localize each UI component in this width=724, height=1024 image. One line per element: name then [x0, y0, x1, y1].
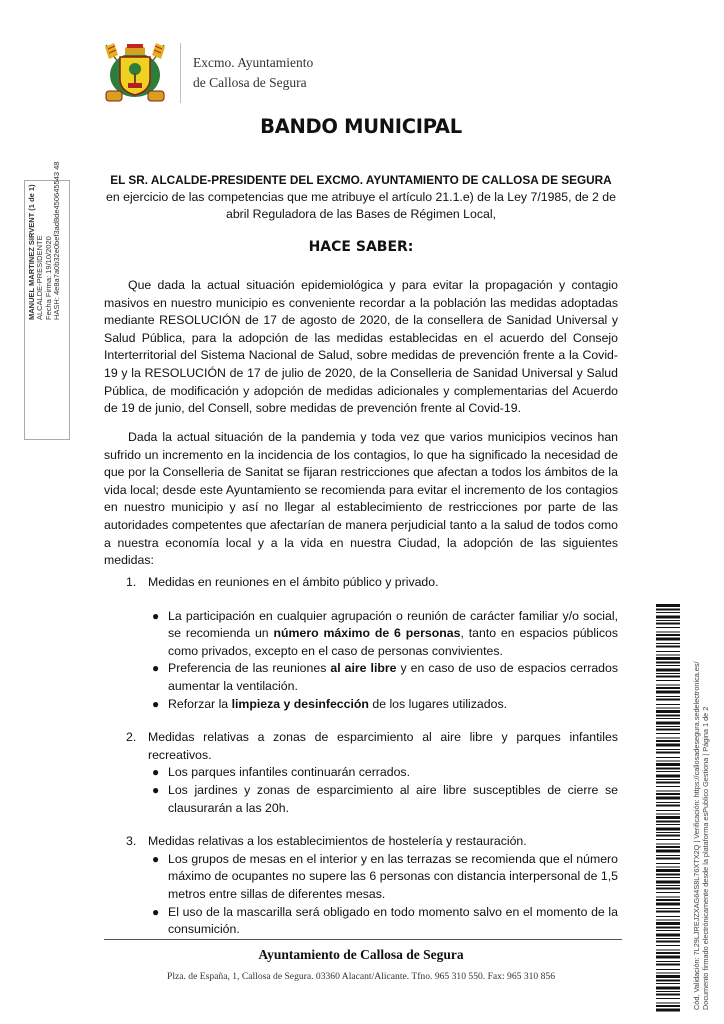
barcode-bar — [656, 657, 680, 660]
barcode-bar — [656, 620, 680, 621]
footer-divider — [104, 939, 622, 940]
barcode-bar — [656, 874, 680, 876]
verification-code: Cód. Validación: 7L29LJREJZXAG64S8L76XTX2Q | Verificación: https://callosadesegura.sedelectronica.es/ — [692, 661, 701, 1010]
barcode-bar — [656, 916, 680, 917]
measure-bullets — [104, 764, 618, 817]
bullet-icon: ● — [152, 782, 160, 797]
barcode-bar — [656, 768, 680, 770]
barcode-bar — [656, 691, 680, 694]
barcode-bar — [656, 786, 680, 787]
barcode-bar — [656, 839, 680, 840]
barcode-bar — [656, 680, 680, 681]
barcode-bar — [656, 651, 680, 652]
barcode-bar — [656, 718, 680, 719]
barcode-bar — [656, 952, 680, 954]
barcode-bar — [656, 867, 680, 868]
barcode-bar — [656, 934, 680, 937]
organization-name — [193, 53, 313, 93]
barcode-bar — [656, 832, 680, 833]
measure-item — [104, 729, 618, 764]
bullet-text: La participación en cualquier agrupación o reunión de carácter familiar y/o social, se recomienda un — [168, 608, 618, 641]
barcode-bar — [656, 938, 680, 939]
barcode-bar — [656, 726, 680, 727]
bullet-text: , tanto en espacios públicos como privados, excepto en el caso de personas convivientes. — [168, 626, 618, 658]
barcode-bar — [656, 863, 680, 864]
barcode-bar — [656, 964, 680, 966]
barcode-bar — [656, 722, 680, 725]
barcode-bar — [656, 1003, 680, 1004]
bullet-item — [128, 608, 618, 661]
measure-bullets — [104, 851, 618, 939]
bullet-icon: ● — [152, 765, 160, 780]
barcode-bar — [656, 945, 680, 946]
barcode-bar — [656, 623, 680, 625]
signer-role: ALCALDE-PRESIDENTE — [35, 235, 45, 320]
barcode-bar — [656, 855, 680, 856]
intro-block — [100, 172, 622, 223]
measure-number: 1. — [126, 575, 137, 589]
barcode-bar — [656, 699, 680, 701]
signature-stamp — [28, 70, 62, 320]
barcode-bar — [656, 911, 680, 913]
barcode-bar — [656, 802, 680, 803]
barcode-bar — [656, 1009, 680, 1012]
bullet-bold-text: al aire libre — [330, 661, 397, 676]
bullet-bold-text: limpieza y desinfección — [231, 696, 369, 711]
barcode-bar — [656, 612, 680, 613]
barcode-bar — [656, 609, 680, 611]
measure-title: Medidas relativas a los establecimientos de hostelería y restauración. — [148, 834, 527, 849]
barcode-bar — [656, 969, 680, 970]
barcode-bar — [656, 797, 680, 800]
barcode-bar — [656, 899, 680, 901]
barcode-bar — [656, 816, 680, 819]
barcode-bar — [656, 763, 680, 766]
barcode-bar — [656, 793, 680, 795]
barcode-bar — [656, 869, 680, 872]
barcode-bar — [656, 994, 680, 996]
signature-date: Fecha Firma: 19/10/2020 — [43, 236, 53, 320]
barcode-bar — [656, 1005, 680, 1007]
barcode-bar — [656, 646, 680, 648]
bullet-bold-text: número máximo de 6 personas — [273, 626, 461, 641]
barcode-bar — [656, 927, 680, 929]
intro-heading: EL SR. ALCALDE-PRESIDENTE DEL EXCMO. AYUNTAMIENTO DE CALLOSA DE SEGURA — [110, 173, 612, 187]
bullet-item — [128, 904, 618, 939]
barcode-bar — [656, 685, 680, 686]
barcode-bar — [656, 897, 680, 898]
barcode-bar — [656, 771, 680, 772]
barcode-bar — [656, 676, 680, 678]
barcode-bar — [656, 975, 680, 978]
barcode-bar — [656, 877, 680, 878]
bullet-text: El uso de la mascarilla será obligado en todo momento salvo en el momento de la consumición. — [168, 904, 618, 937]
bullet-icon: ● — [152, 661, 160, 676]
barcode-bar — [656, 708, 680, 709]
bullet-item — [128, 851, 618, 904]
bullet-item — [128, 782, 618, 817]
paragraph-1: Que dada la actual situación epidemiológica y para evitar la propagación y contagio masivos en nuestro municipio es conveniente recordar a la población las medidas adoptadas mediante RESOLUCIÓN de 17 de agosto de 2020, de la consellera de Sanidad Universal y Salud Pública, para la adopción de las medidas establecidas en el acuerdo del Consejo Interterritorial del Sistema Nacional de Salud, sobre medidas de prevención frente a la Covid-19 y la RESOLUCIÓN de 17 de julio de 2020, de la Conselleria de Sanidad Universal y Salud Pública, de modificación y adopción de medidas adicionales y complementarias del Acuerdo de 19 de junio, del Consell, sobre medidas de prevención frente al Covid-19. — [104, 278, 618, 416]
barcode-bar — [656, 669, 680, 672]
barcode-bar — [656, 738, 680, 739]
barcode-bar — [656, 835, 680, 837]
barcode-bar — [656, 998, 680, 999]
barcode-bar — [656, 983, 680, 984]
bullet-icon: ● — [152, 608, 160, 623]
footer-address: Plza. de España, 1, Callosa de Segura. 03360 Alacant/Alicante. Tfno. 965 310 550. Fax: 965 310 856 — [166, 971, 556, 982]
measures-list — [104, 574, 618, 939]
bullet-text: de los lugares utilizados. — [368, 696, 508, 711]
barcode-bar — [656, 922, 680, 925]
barcode-bar — [656, 814, 680, 815]
bullet-text: Reforzar la — [168, 696, 232, 711]
barcode-bar — [656, 961, 680, 962]
barcode-bar — [656, 643, 680, 644]
barcode-bar — [656, 850, 680, 853]
barcode-bar — [656, 950, 680, 951]
barcode-bar — [656, 858, 680, 860]
measure-bullets — [104, 608, 618, 714]
measure-item — [104, 574, 618, 592]
barcode-bar — [656, 673, 680, 674]
barcode-bar — [656, 733, 680, 734]
bullet-item — [128, 764, 618, 782]
barcode-bar — [656, 980, 680, 982]
barcode-bar — [656, 991, 680, 992]
barcode-bar — [656, 740, 680, 742]
letterhead — [100, 38, 313, 108]
barcode-bar — [656, 616, 680, 619]
barcode-bar — [656, 749, 680, 750]
bullet-text: y en caso de uso de espacios cerrados aumentar la ventilación. — [168, 661, 618, 693]
measure-item — [104, 833, 618, 851]
coat-of-arms-icon — [100, 39, 170, 107]
barcode-bar — [656, 920, 680, 921]
barcode-bar — [656, 761, 680, 762]
measure-number: 2. — [126, 730, 137, 745]
barcode-bar — [656, 782, 680, 784]
barcode-bar — [656, 627, 680, 628]
barcode-icon — [656, 604, 680, 1014]
bullet-icon: ● — [152, 904, 160, 919]
measure-title: Medidas en reuniones en el ámbito público y privado. — [148, 575, 439, 589]
barcode-bar — [656, 757, 680, 758]
barcode-bar — [656, 987, 680, 990]
header-divider — [180, 43, 181, 103]
barcode-bar — [656, 710, 680, 713]
barcode-bar — [656, 665, 680, 666]
barcode-bar — [656, 779, 680, 780]
barcode-bar — [656, 704, 680, 705]
barcode-bar — [656, 744, 680, 747]
bullet-item — [128, 660, 618, 695]
intro-text: en ejercicio de las competencias que me atribuye el artículo 21.1.e) de la Ley 7/1985, de 2 de abril Reguladora de las Bases de Régimen Local, — [106, 190, 616, 221]
barcode-bar — [656, 821, 680, 823]
barcode-bar — [656, 885, 680, 886]
barcode-bar — [656, 638, 680, 641]
barcode-bar — [656, 805, 680, 807]
barcode-bar — [656, 892, 680, 893]
measure-title: Medidas relativas a zonas de esparcimiento al aire libre y parques infantiles recreativos. — [148, 730, 618, 762]
barcode-bar — [656, 844, 680, 845]
barcode-bar — [656, 775, 680, 778]
org-line-1: Excmo. Ayuntamiento — [193, 55, 314, 70]
barcode-bar — [656, 828, 680, 831]
paragraph-2: Dada la actual situación de la pandemia y toda vez que varios municipios vecinos han sufrido un incremento en la incidencia de los contagios, lo que ha significado la necesidad de que por la Conselleria de Sanitat se fijaran restricciones que afectan a todos los ámbitos de la vida local; desde este Ayuntamiento se recomienda para evitar el incremento de los contagios en nuestro municipio y así no llegar al establecimiento de restricciones por parte de las autoridades competentes que afectarían de manera perjudicial tanto a la salud de todos como a nuestra economía local y a la vida en nuestra Ciudad, la adopción de las siguientes medidas: — [104, 430, 618, 568]
barcode-bar — [656, 655, 680, 656]
verification-text — [692, 590, 710, 1010]
verification-platform: Documento firmado electrónicamente desde la plataforma esPublico Gestiona | Página 1 de 2 — [701, 706, 710, 1010]
measure-number: 3. — [126, 834, 137, 849]
bullet-text: Los jardines y zonas de esparcimiento al aire libre susceptibles de cierre se clausurarán a las 20h. — [168, 782, 618, 815]
signer-name: MANUEL MARTINEZ SIRVENT (1 de 1) — [27, 184, 36, 320]
barcode-bar — [656, 632, 680, 633]
barcode-bar — [656, 791, 680, 792]
bullet-text: Preferencia de las reuniones — [168, 661, 331, 676]
barcode-bar — [656, 941, 680, 943]
barcode-bar — [656, 846, 680, 848]
barcode-bar — [656, 662, 680, 664]
barcode-bar — [656, 903, 680, 906]
barcode-bar — [656, 687, 680, 689]
org-line-2: de Callosa de Segura — [193, 75, 307, 90]
barcode-bar — [656, 696, 680, 697]
signature-hash: HASH: 4e8a7a0b32e0bef3ad8de450645543 48 — [52, 161, 62, 320]
document-title: BANDO MUNICIPAL — [260, 115, 462, 138]
barcode-bar — [656, 729, 680, 731]
barcode-bar — [656, 752, 680, 754]
barcode-bar — [656, 888, 680, 890]
barcode-bar — [656, 908, 680, 909]
barcode-bar — [656, 930, 680, 931]
bullet-icon: ● — [152, 851, 160, 866]
barcode-bar — [656, 824, 680, 825]
hace-saber-heading: HACE SABER: — [308, 239, 414, 255]
barcode-bar — [656, 956, 680, 959]
bullet-icon: ● — [152, 696, 160, 711]
bullet-text: Los grupos de mesas en el interior y en las terrazas se recomienda que el número máximo de ocupantes no supere las 6 personas con distancia interpersonal de 1,5 metros entre sillas de diferentes mesas. — [168, 851, 618, 901]
bullet-item — [128, 696, 618, 714]
bullet-text: Los parques infantiles continuarán cerrados. — [168, 765, 410, 780]
footer-title: Ayuntamiento de Callosa de Segura — [258, 947, 464, 962]
barcode-bar — [656, 810, 680, 811]
barcode-bar — [656, 715, 680, 717]
barcode-bar — [656, 973, 680, 974]
barcode-bar — [656, 604, 680, 607]
barcode-bar — [656, 634, 680, 636]
barcode-bar — [656, 881, 680, 884]
